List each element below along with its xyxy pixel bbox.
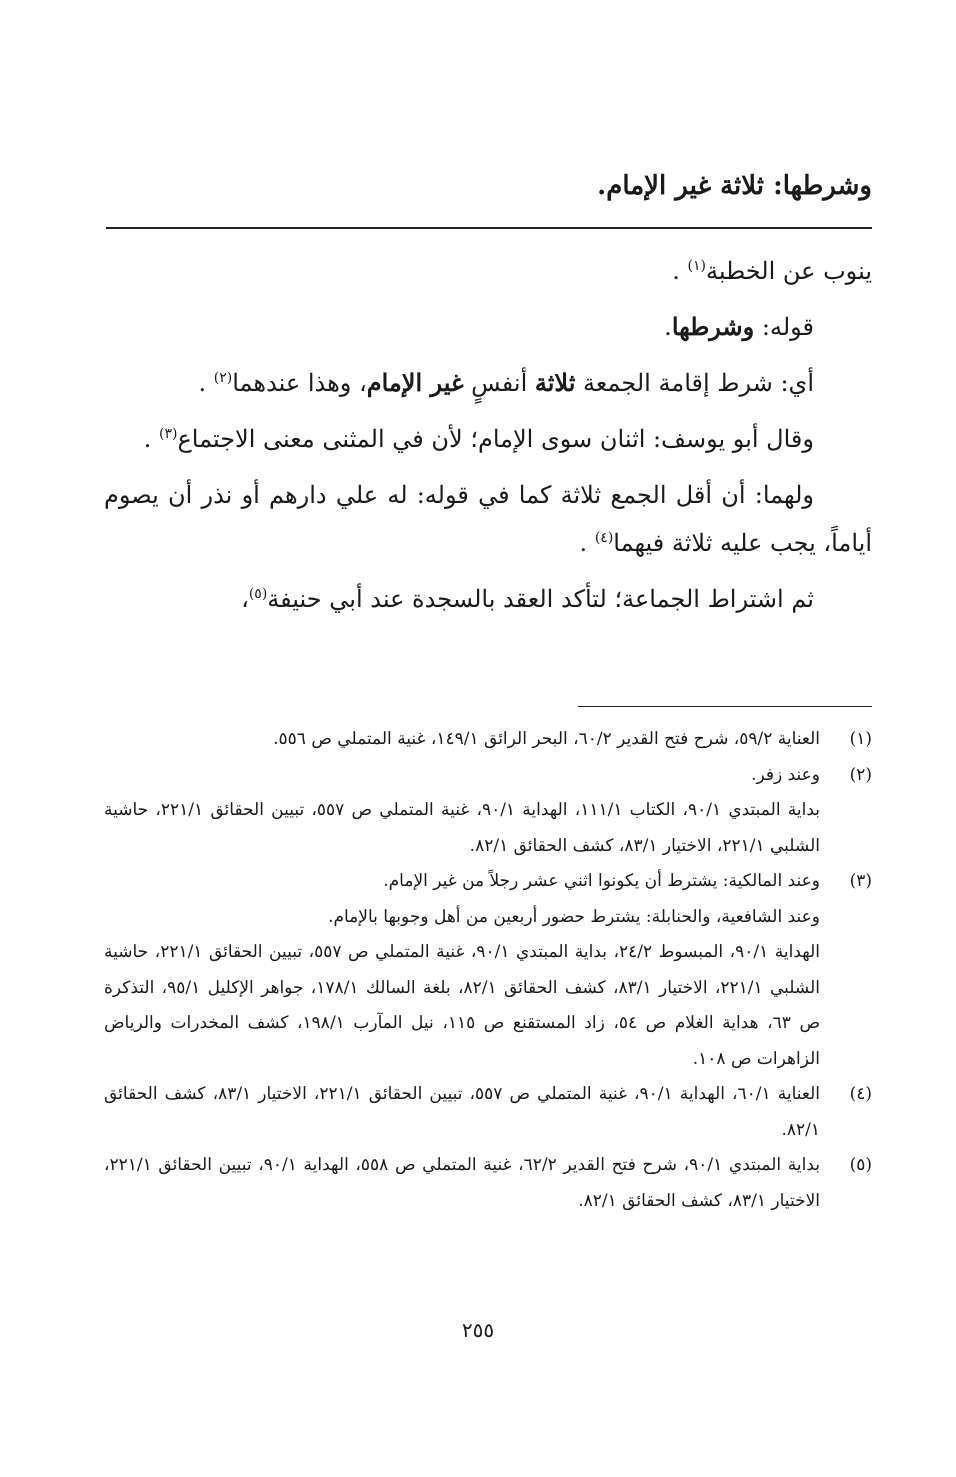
footnote-number: (٣) [849, 871, 872, 891]
paragraph-3: أي: شرط إقامة الجمعة ثلاثة أنفسٍ غير الإمام، وهذا عندهما$^{(٢)}$ . [198, 368, 814, 397]
footnote-text: العناية ٥٩/٢، شرح فتح القدير ٦٠/٢، البحر الرائق ١٤٩/١، غنية المتملي ص ٥٥٦. [273, 729, 820, 749]
matn-heading [100, 166, 872, 206]
footnote-sources: بداية المبتدي ٩٠/١، الكتاب ١١١/١، الهداية ٩٠/١، غنية المتملي ص ٥٥٧، تبيين الحقائق ٢٢١/١، حاشية الشلبي ٢٢١/١، الاختيار ٨٣/١، كشف الحقائق ٨٢/١. [104, 800, 820, 856]
footnote-ref-2: (٢) [213, 370, 233, 386]
footnote-1 [104, 722, 872, 758]
footnote-ref-3: (٣) [158, 426, 178, 442]
paragraph-2: قوله: وشرطها. [664, 312, 814, 341]
page-number: ٢٥٥ [461, 1318, 495, 1342]
footnote-sources: بداية المبتدي ٩٠/١، شرح فتح القدير ٦٢/٢، غنية المتملي ص ٥٥٨، الهداية ٩٠/١، تبيين الحقائق ٢٢١/١، الاختيار ٨٣/١، كشف الحقائق ٨٢/١. [104, 1155, 821, 1211]
footnote-text: وعند المالكية: يشترط أن يكونوا اثني عشر رجلاً من غير الإمام. [383, 871, 820, 891]
footnote-divider [578, 706, 872, 707]
footnote-ref-1: (١) [687, 258, 706, 274]
footnote-text: وعند الشافعية، والحنابلة: يشترط حضور أربعين من أهل وجوبها بالإمام. [328, 906, 820, 927]
matn-text: : ثلاثة غير الإمام. [597, 171, 783, 201]
matn-label: وشرطها [782, 171, 872, 201]
footnote-4 [104, 1077, 872, 1148]
paragraph-4: وقال أبو يوسف: اثنان سوى الإمام؛ لأن في المثنى معنى الاجتماع$^{(٣)}$ . [143, 425, 814, 453]
paragraph-1: ينوب عن الخطبة$^{(١)}$ . [672, 257, 872, 285]
footnote-5 [104, 1148, 872, 1219]
paragraph-5: ولهما: أن أقل الجمع ثلاثة كما في قوله: له علي دارهم أو نذر أن يصوم أياماً، يجب عليه ثلاثة فيهما$^{(٤)}$ . [104, 481, 872, 557]
footnote-number: (٢) [849, 764, 872, 785]
footnote-number: (٤) [849, 1084, 872, 1104]
footnote-2 [104, 758, 872, 865]
paragraph-6: ثم اشتراط الجماعة؛ لتأكد العقد بالسجدة عند أبي حنيفة$^{(٥)}$، [241, 585, 814, 613]
footnote-sources: العناية ٦٠/١، الهداية ٩٠/١، غنية المتملي ص ٥٥٧، تبيين الحقائق ٢٢١/١، الاختيار ٨٣/١، كشف الحقائق ٨٢/١. [104, 1084, 821, 1140]
footnote-3 [104, 864, 872, 1077]
footnote-number: (١) [849, 729, 872, 749]
footnote-ref-4: (٤) [594, 530, 614, 546]
header-divider [106, 227, 872, 229]
footnote-sources: الهداية ٩٠/١، المبسوط ٢٤/٢، بداية المبتدي ٩٠/١، غنية المتملي ص ٥٥٧، تبيين الحقائق ٢٢١/١، حاشية الشلبي ٢٢١/١، الاختيار ٨٣/١، كشف الحقائق ٨٢/١، بلغة السالك ١٧٨/١، جواهر الإكليل ٩٥/١، التذكرة ص ٦٣، هداية الغلام ص ٥٤، زاد المستقنع ص ١١٥، نيل المآرب ١٩٨/١، كشف المخدرات والرياض الزاهرات ص ١٠٨. [104, 942, 821, 1069]
footnote-text: وعند زفر. [751, 764, 820, 785]
commentary-body [104, 247, 872, 631]
footnote-ref-5: (٥) [248, 586, 268, 602]
footnotes [104, 722, 872, 1219]
footnote-number: (٥) [849, 1155, 872, 1175]
